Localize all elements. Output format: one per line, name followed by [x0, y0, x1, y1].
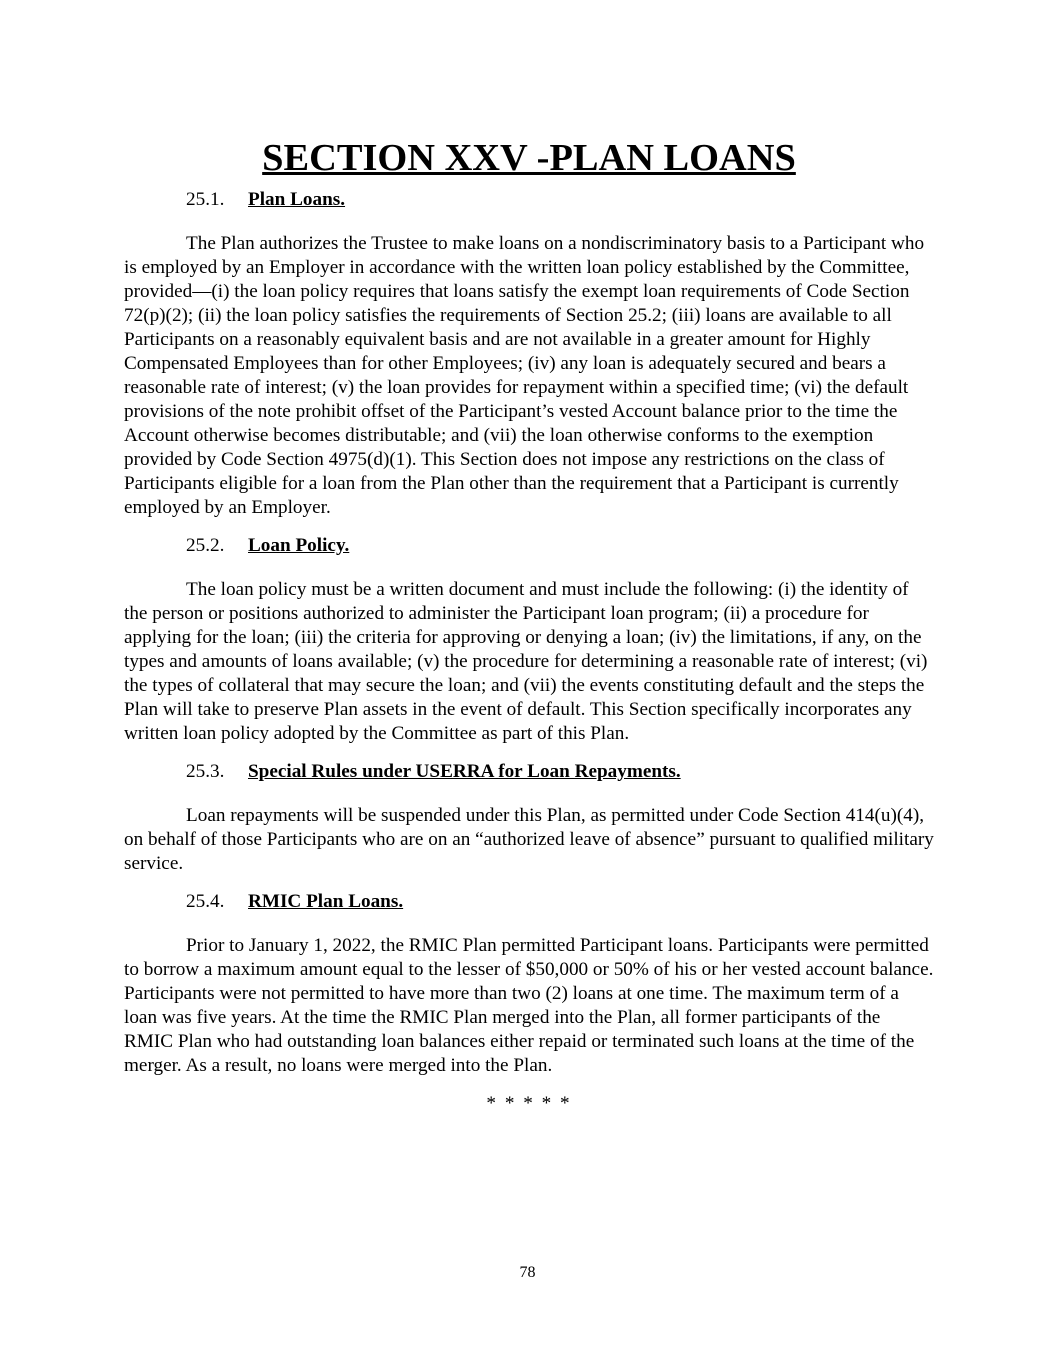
end-of-section-marker: * * * * * — [486, 1093, 572, 1114]
subsection-title: Special Rules under USERRA for Loan Repayments. — [248, 761, 681, 782]
subsection-number: 25.1. — [186, 189, 225, 210]
subsection-title: RMIC Plan Loans. — [248, 891, 404, 912]
document-page — [124, 137, 934, 1116]
subsection-heading-25-3 — [124, 760, 934, 784]
subsection-body-25-3: Loan repayments will be suspended under this Plan, as permitted under Code Section 414(u)(4), on behalf of those Participants who are on an “authorized leave of absence” pursuant to qualified military service. — [124, 805, 934, 874]
section-title: SECTION XXV -PLAN LOANS — [262, 137, 796, 179]
subsection-body-25-1: The Plan authorizes the Trustee to make loans on a nondiscriminatory basis to a Participant who is employed by an Employer in accordance with the written loan policy established by the Committee, provided—(i) the loan policy requires that loans satisfy the exempt loan requirements of Code Section 72(p)(2); (ii) the loan policy satisfies the requirements of Section 25.2; (iii) loans are available to all Participants on a reasonably equivalent basis and are not available in a greater amount for Highly Compensated Employees than for other Employees; (iv) any loan is adequately secured and bears a reasonable rate of interest; (v) the loan provides for repayment within a specified time; (vi) the default provisions of the note prohibit offset of the Participant’s vested Account balance prior to the time the Account otherwise becomes distributable; and (vii) the loan otherwise conforms to the exemption provided by Code Section 4975(d)(1). This Section does not impose any restrictions on the class of Participants eligible for a loan from the Plan other than the requirement that a Participant is currently employed by an Employer. — [124, 233, 925, 518]
subsection-body-25-4: Prior to January 1, 2022, the RMIC Plan permitted Participant loans. Participants were permitted to borrow a maximum amount equal to the lesser of $50,000 or 50% of his or her vested account balance. Participants were not permitted to have more than two (2) loans at one time. The maximum term of a loan was five years. At the time the RMIC Plan merged into the Plan, all former participants of the RMIC Plan who had outstanding loan balances either repaid or terminated such loans at the time of the merger. As a result, no loans were merged into the Plan. — [124, 935, 934, 1076]
subsection-heading-25-4 — [124, 890, 934, 914]
subsection-number: 25.4. — [186, 891, 225, 912]
subsection-title: Loan Policy. — [248, 535, 350, 556]
page-number: 78 — [519, 1264, 536, 1281]
subsection-heading-25-1 — [124, 188, 934, 212]
subsection-number: 25.3. — [186, 761, 225, 782]
subsection-heading-25-2 — [124, 534, 934, 558]
subsection-number: 25.2. — [186, 535, 225, 556]
subsection-title: Plan Loans. — [248, 189, 346, 210]
subsection-body-25-2: The loan policy must be a written document and must include the following: (i) the identity of the person or positions authorized to administer the Participant loan program; (ii) a procedure for applying for the loan; (iii) the criteria for approving or denying a loan; (iv) the limitations, if any, on the types and amounts of loans available; (v) the procedure for determining a reasonable rate of interest; (vi) the types of collateral that may secure the loan; and (vii) the events constituting default and the steps the Plan will take to preserve Plan assets in the event of default. This Section specifically incorporates any written loan policy adopted by the Committee as part of this Plan. — [124, 579, 928, 744]
